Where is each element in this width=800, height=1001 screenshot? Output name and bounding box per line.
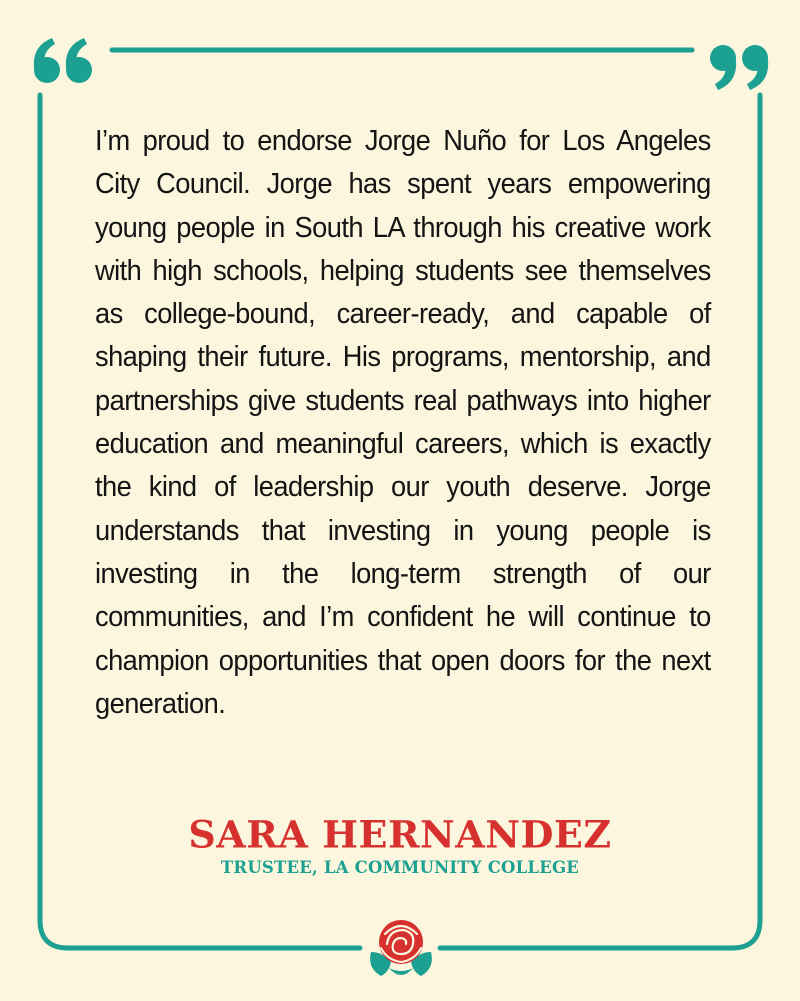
endorsement-quote: I’m proud to endorse Jorge Nuño for Los Angeles City Council. Jorge has spent years empowering young people in South LA through his creative work with high schools, helping students see themselves as college-bound, career-ready, and capable of shaping their future. His programs, mentorship, and partnerships give students real pathways into higher education and meaningful careers, which is exactly the kind of leadership our youth deserve. Jorge understands that investing in young people is investing in the long-term strength of our communities, and I’m confident he will continue to champion opportunities that open doors for the next generation. (95, 125, 711, 720)
close-quote-icon (710, 45, 768, 90)
rose-icon (365, 912, 437, 982)
author-name: SARA HERNANDEZ (188, 812, 612, 857)
author-title: TRUSTEE, LA COMMUNITY COLLEGE (220, 858, 580, 877)
open-quote-icon (34, 38, 92, 83)
